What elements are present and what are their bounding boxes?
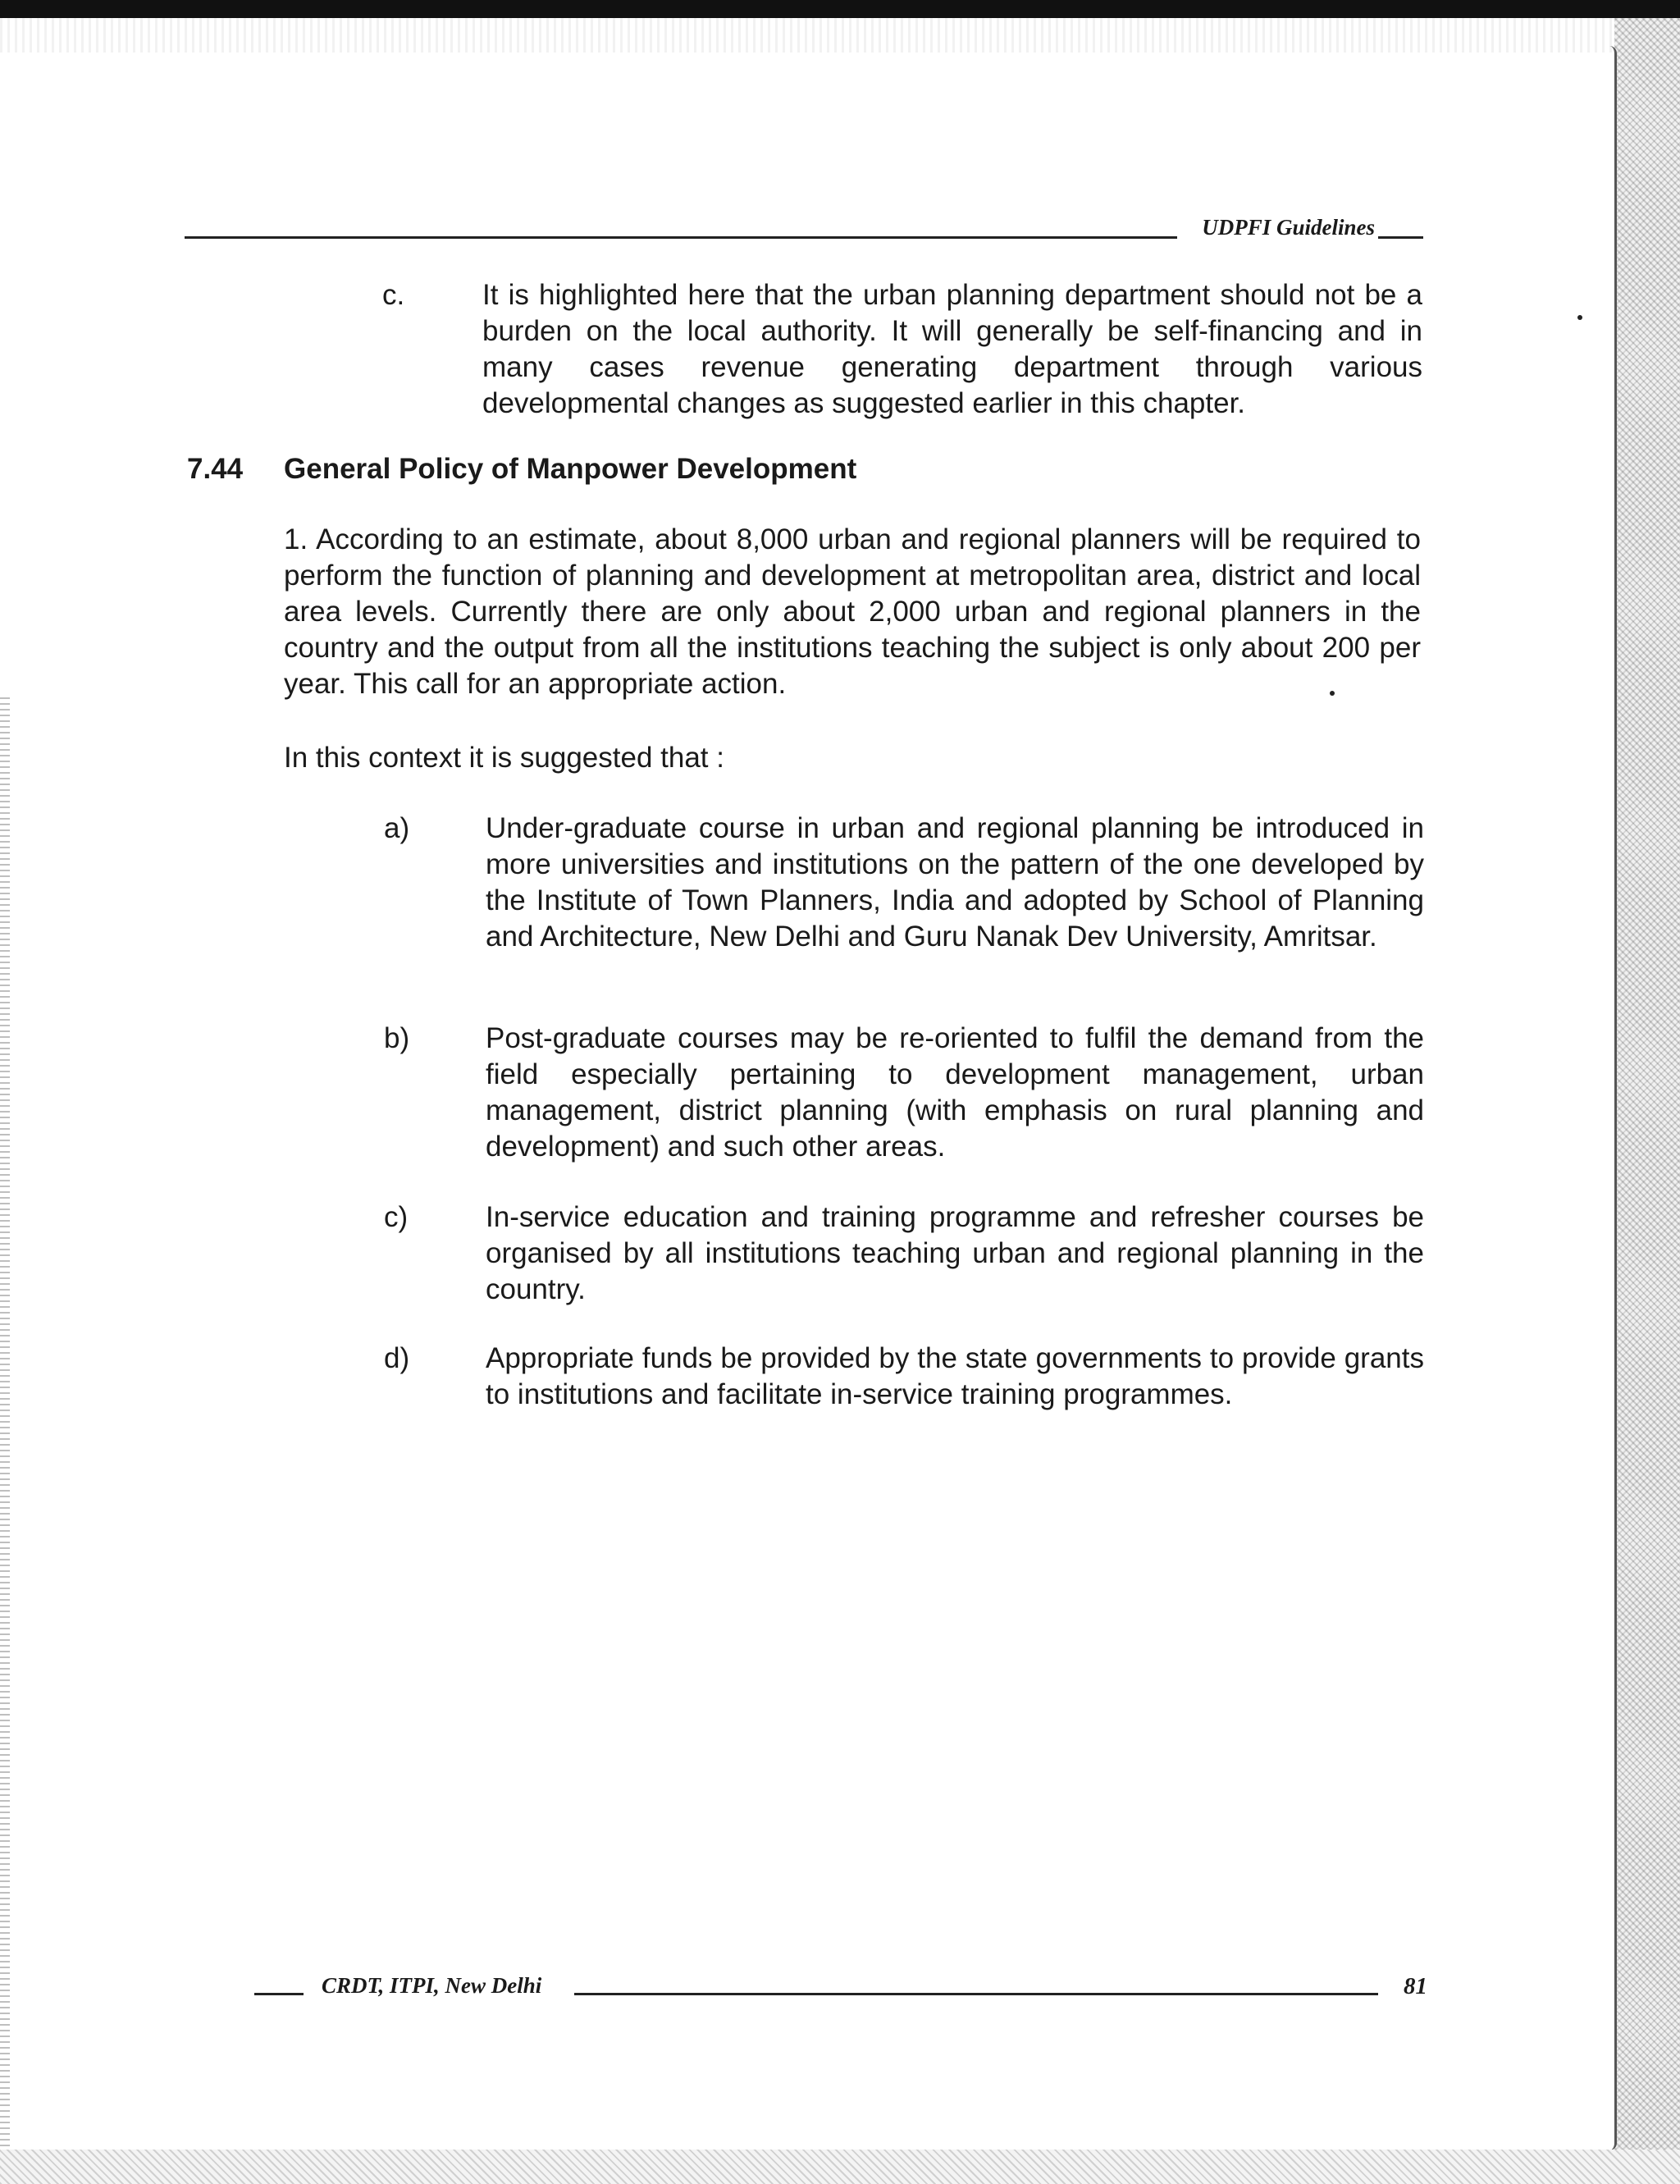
scan-bottom-edge	[0, 2150, 1680, 2184]
paragraph-1: 1. According to an estimate, about 8,000 urban and regional planners will be required to perform the function of planning and development at metropolitan area, district and local area levels. Currently there are only about 2,000 urban and regional planners in the country and the output from all the institutions teaching the subject is only about 200 per year. This call for an appropriate action.	[284, 523, 1421, 700]
list-marker: d)	[384, 1342, 410, 1374]
scan-left-edge	[0, 697, 10, 2184]
running-header	[185, 215, 1423, 248]
running-footer	[254, 1973, 1427, 2006]
running-title: UDPFI Guidelines	[1198, 215, 1378, 240]
lead-in-text: In this context it is suggested that :	[284, 742, 724, 774]
list-marker: c)	[384, 1201, 409, 1233]
scan-right-edge	[1614, 18, 1680, 2184]
header-rule	[185, 236, 1177, 239]
list-item-text: Under-graduate course in urban and regional planning be introduced in more universities and institutions on the pattern of the one developed by the Institute of Town Planners, India and adopted by School of Planning and Architecture, New Delhi and Guru Nanak Dev University, Amritsar.	[486, 812, 1424, 953]
list-marker: c.	[382, 279, 405, 311]
footer-rule	[574, 1993, 1378, 1995]
header-rule-tail	[1378, 236, 1423, 239]
section-title: General Policy of Manpower Development	[284, 453, 857, 485]
list-marker: a)	[384, 812, 410, 844]
section-number: 7.44	[187, 453, 244, 485]
list-item-text: Post-graduate courses may be re-oriented to fulfil the demand from the field especially pertaining to development management, urban management, district planning (with emphasis on rural planning and development) and such other areas.	[486, 1022, 1424, 1163]
page-edge	[1609, 46, 1617, 2150]
list-marker: b)	[384, 1022, 410, 1054]
scan-top-edge	[0, 0, 1680, 18]
footer-rule-lead	[254, 1993, 304, 1995]
scan-noise-top	[0, 18, 1680, 53]
list-item-text: It is highlighted here that the urban planning department should not be a burden on the local authority. It will generally be self-financing and in many cases revenue generating department through various developmental changes as suggested earlier in this chapter.	[482, 279, 1422, 419]
list-item-text: Appropriate funds be provided by the state governments to provide grants to institutions and facilitate in-service training programmes.	[486, 1342, 1424, 1410]
footer-publisher: CRDT, ITPI, New Delhi	[318, 1973, 545, 1999]
scan-speck	[1577, 315, 1582, 320]
page-number: 81	[1404, 1973, 1427, 1999]
scan-speck	[1330, 691, 1335, 696]
list-item-text: In-service education and training programme and refresher courses be organised by all institutions teaching urban and regional planning in the country.	[486, 1201, 1424, 1305]
